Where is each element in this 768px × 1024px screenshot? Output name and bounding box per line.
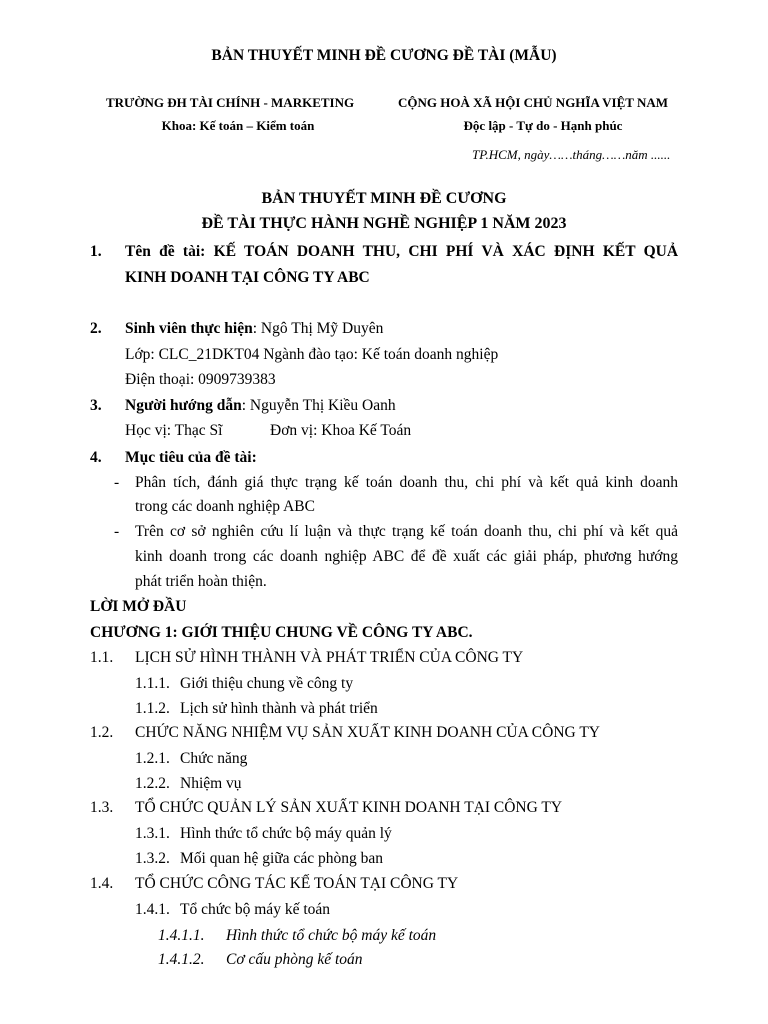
item-1-number: 1. xyxy=(90,243,102,260)
outline-item-text: Mối quan hệ giữa các phòng ban xyxy=(180,850,383,867)
outline-item-text: Hình thức tổ chức bộ máy kế toán xyxy=(226,927,437,944)
outline-item-text: TỔ CHỨC QUẢN LÝ SẢN XUẤT KINH DOANH TẠI CÔNG TY xyxy=(135,799,563,816)
outline-item: 1.3.1. xyxy=(135,825,170,842)
outline-item: 1.4.1. xyxy=(135,901,170,918)
bullet-1-line-2: trong các doanh nghiệp ABC xyxy=(135,498,315,515)
outline-item: 1.4. xyxy=(90,875,114,892)
outline-item-text: CHỨC NĂNG NHIỆM VỤ SẢN XUẤT KINH DOANH CỦA CÔNG TY xyxy=(135,724,600,741)
school-name: TRƯỜNG ĐH TÀI CHÍNH - MARKETING xyxy=(106,95,355,110)
item-2-number: 2. xyxy=(90,320,102,337)
advisor-name: : Nguyễn Thị Kiều Oanh xyxy=(241,397,396,414)
item-3-number: 3. xyxy=(90,397,102,414)
outline-item-text: TỔ CHỨC CÔNG TÁC KẾ TOÁN TẠI CÔNG TY xyxy=(135,875,459,892)
country-motto-title: CỘNG HOÀ XÃ HỘI CHỦ NGHĨA VIỆT NAM xyxy=(398,95,669,110)
outline-item: 1.4.1.2. xyxy=(158,951,205,968)
date-line: TP.HCM, ngày……tháng……năm ...... xyxy=(472,147,671,162)
outline-item: 1.3.2. xyxy=(135,850,170,867)
outline-item: 1.4.1.1. xyxy=(158,927,205,944)
item-2-label: Sinh viên thực hiện xyxy=(125,320,253,337)
item-1-label: Tên đề tài: xyxy=(125,243,206,260)
item-1-topic: KẾ TOÁN DOANH THU, CHI PHÍ VÀ XÁC ĐỊNH KẾT QUẢ xyxy=(213,243,679,260)
outline-item: 1.2.1. xyxy=(135,750,170,767)
outline-item-text: Tổ chức bộ máy kế toán xyxy=(180,901,331,918)
main-title-line-2: ĐỀ TÀI THỰC HÀNH NGHỀ NGHIỆP 1 NĂM 2023 xyxy=(201,215,567,232)
bullet-2-marker: - xyxy=(114,523,120,540)
outline-item: 1.1. xyxy=(90,649,114,666)
outline-item-text: Nhiệm vụ xyxy=(180,775,242,792)
chapter-1-heading: CHƯƠNG 1: GIỚI THIỆU CHUNG VỀ CÔNG TY ABC. xyxy=(90,624,473,641)
item-1-title-line-2: KINH DOANH TẠI CÔNG TY ABC xyxy=(125,269,370,286)
advisor-unit: Đơn vị: Khoa Kế Toán xyxy=(270,422,412,439)
bullet-1-marker: - xyxy=(114,474,120,491)
outline-item-text: LỊCH SỬ HÌNH THÀNH VÀ PHÁT TRIỂN CỦA CÔNG TY xyxy=(135,649,524,666)
outline-item-text: Giới thiệu chung về công ty xyxy=(180,675,354,692)
item-4-number: 4. xyxy=(90,449,102,466)
outline-item: 1.1.2. xyxy=(135,700,170,717)
bullet-2-line-2: kinh doanh trong các doanh nghiệp ABC để đề xuất các giải pháp, phương hướng xyxy=(135,548,678,565)
item-3-line-1 xyxy=(125,397,396,415)
item-3-label: Người hướng dẫn xyxy=(125,397,242,414)
main-title-line-1: BẢN THUYẾT MINH ĐỀ CƯƠNG xyxy=(261,190,507,207)
department-name: Khoa: Kế toán – Kiểm toán xyxy=(161,118,315,133)
student-name: : Ngô Thị Mỹ Duyên xyxy=(252,320,384,337)
outline-item: 1.3. xyxy=(90,799,114,816)
outline-item-text: Cơ cấu phòng kế toán xyxy=(226,951,363,968)
outline-item-text: Hình thức tổ chức bộ máy quản lý xyxy=(180,825,392,842)
bullet-1-line-1: Phân tích, đánh giá thực trạng kế toán doanh thu, chi phí và kết quả kinh doanh xyxy=(135,474,678,491)
item-4-label: Mục tiêu của đề tài: xyxy=(125,449,257,466)
outline-item-text: Lịch sử hình thành và phát triển xyxy=(180,700,378,717)
country-motto-subtitle: Độc lập - Tự do - Hạnh phúc xyxy=(463,118,623,133)
intro-heading: LỜI MỞ ĐẦU xyxy=(90,598,187,615)
item-1-title-line-1 xyxy=(125,243,678,261)
item-2-phone-line: Điện thoại: 0909739383 xyxy=(125,371,276,388)
outline-item-text: Chức năng xyxy=(180,750,248,767)
advisor-degree: Học vị: Thạc Sĩ xyxy=(125,422,223,439)
document-title: BẢN THUYẾT MINH ĐỀ CƯƠNG ĐỀ TÀI (MẪU) xyxy=(211,47,557,64)
outline-item: 1.2. xyxy=(90,724,114,741)
item-2-line-1 xyxy=(125,320,383,338)
outline-item: 1.1.1. xyxy=(135,675,170,692)
item-2-class-line: Lớp: CLC_21DKT04 Ngành đào tạo: Kế toán doanh nghiệp xyxy=(125,346,499,363)
bullet-2-line-1: Trên cơ sở nghiên cứu lí luận và thực trạng kế toán doanh thu, chi phí và kết quả xyxy=(135,523,678,540)
bullet-2-line-3: phát triển hoàn thiện. xyxy=(135,573,267,590)
outline-item: 1.2.2. xyxy=(135,775,170,792)
